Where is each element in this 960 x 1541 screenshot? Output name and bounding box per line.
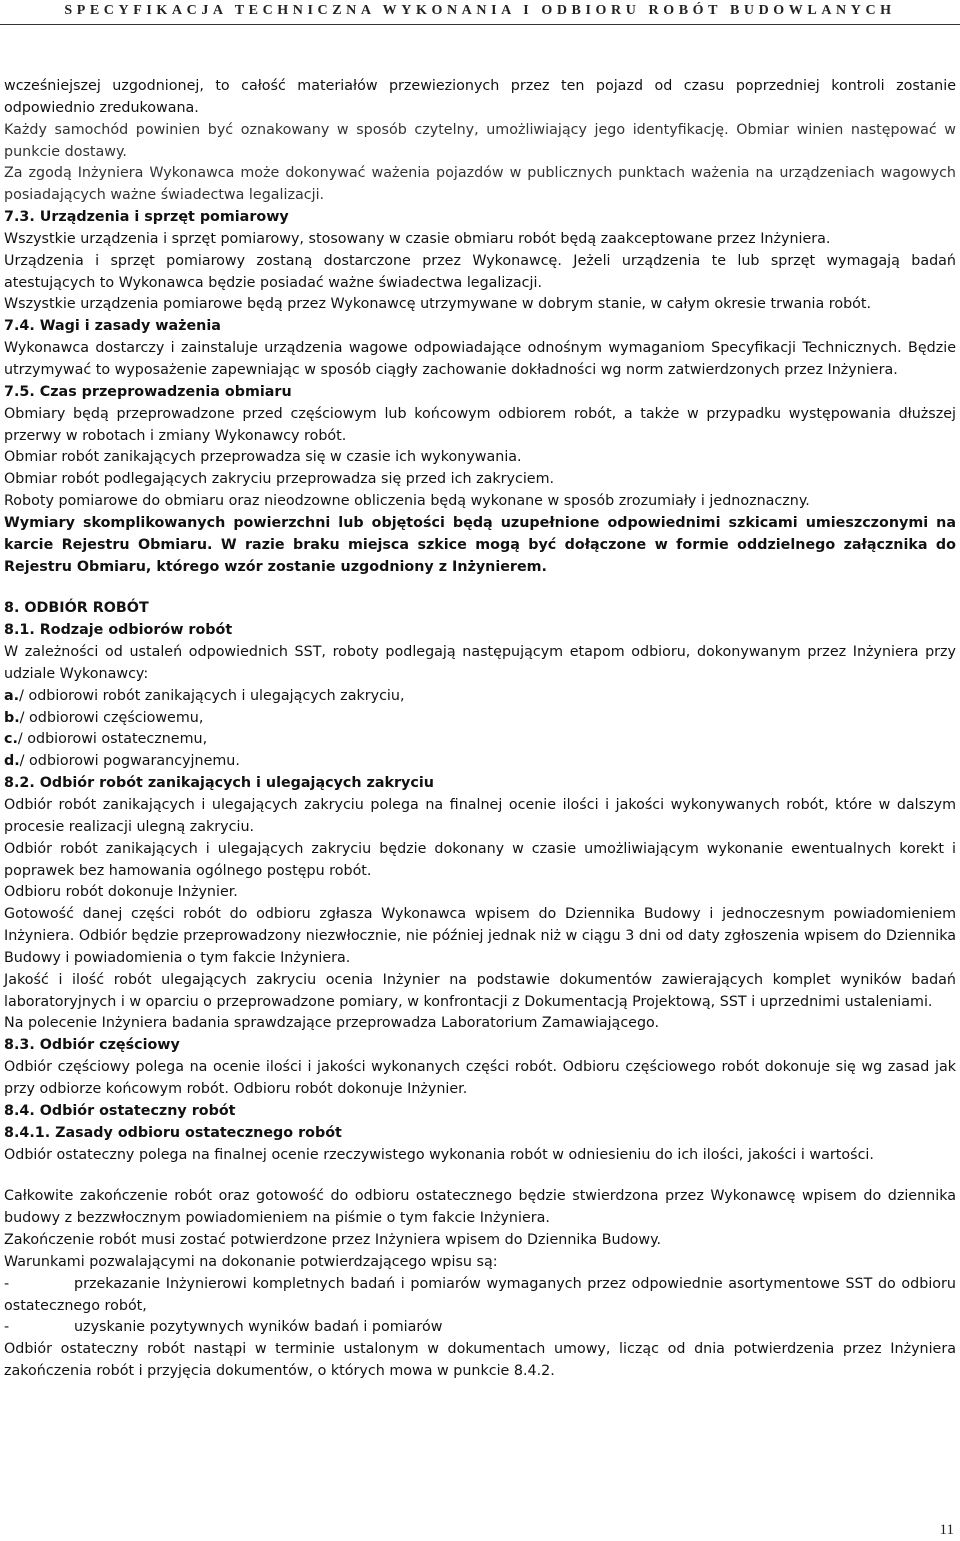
section-heading-7-3: 7.3. Urządzenia i sprzęt pomiarowy <box>4 209 289 226</box>
paragraph: Odbioru robót dokonuje Inżynier. <box>4 884 238 901</box>
paragraph: Każdy samochód powinien być oznakowany w sposób czytelny, umożliwiający jego identyfikację. Obmiar winien następować w punkcie dostawy. <box>4 121 956 160</box>
paragraph: Odbiór ostateczny robót nastąpi w terminie ustalonym w dokumentach umowy, licząc od dnia potwierdzenia przez Inżyniera zakończenia robót i przyjęcia dokumentów, o których mowa w punkcie 8.4.2. <box>4 1341 956 1380</box>
paragraph: Obmiary będą przeprowadzone przed częściowym lub końcowym odbiorem robót, a także w przypadku występowania dłuższej przerwy w robotach i zmiany Wykonawcy robót. <box>4 405 956 444</box>
list-item: b./ odbiorowi częściowemu, <box>4 709 204 726</box>
paragraph: Urządzenia i sprzęt pomiarowy zostaną dostarczone przez Wykonawcę. Jeżeli urządzenia te lub sprzęt wymagają badań atestujących to Wykonawca będzie posiadać ważne świadectwa legalizacji. <box>4 252 956 291</box>
document-body <box>4 76 956 1383</box>
section-heading-7-4: 7.4. Wagi i zasady ważenia <box>4 318 221 335</box>
paragraph: Gotowość danej części robót do odbioru zgłasza Wykonawca wpisem do Dziennika Budowy i jednoczesnym powiadomieniem Inżyniera. Odbiór będzie przeprowadzony niezwłocznie, nie później jednak niż w ciągu 3 dni od daty zgłoszenia wpisem do Dziennika Budowy i powiadomienia o tym fakcie Inżyniera. <box>4 906 956 966</box>
list-item: c./ odbiorowi ostatecznemu, <box>4 731 208 748</box>
page-number: 11 <box>939 1522 954 1538</box>
paragraph: Obmiar robót zanikających przeprowadza się w czasie ich wykonywania. <box>4 449 522 466</box>
paragraph: Na polecenie Inżyniera badania sprawdzające przeprowadza Laboratorium Zamawiającego. <box>4 1015 660 1032</box>
paragraph: Zakończenie robót musi zostać potwierdzone przez Inżyniera wpisem do Dziennika Budowy. <box>4 1232 662 1249</box>
paragraph: W zależności od ustaleń odpowiednich SST, roboty podlegają następującym etapom odbioru, dokonywanym przez Inżyniera przy udziale Wykonawcy: <box>4 644 956 682</box>
chapter-heading-8: 8. ODBIÓR ROBÓT <box>4 600 149 617</box>
section-heading-8-4: 8.4. Odbiór ostateczny robót <box>4 1102 236 1119</box>
spacer <box>4 578 956 598</box>
paragraph: Wykonawca dostarczy i zainstaluje urządzenia wagowe odpowiadające odnośnym wymaganiom Specyfikacji Technicznych. Będzie utrzymywać to wyposażenie zapewniając w sposób ciągły zachowanie dokładności wg norm zatwierdzonych przez Inżyniera. <box>4 340 956 378</box>
paragraph: Odbiór robót zanikających i ulegających zakryciu polega na finalnej ocenie ilości i jakości wykonywanych robót, które w dalszym procesie realizacji ulegną zakryciu. <box>4 797 956 835</box>
paragraph: Za zgodą Inżyniera Wykonawca może dokonywać ważenia pojazdów w publicznych punktach ważenia na urządzeniach wagowych posiadających ważne świadectwa legalizacji. <box>4 165 956 204</box>
subsection-heading-8-4-1: 8.4.1. Zasady odbioru ostatecznego robót <box>4 1124 342 1141</box>
paragraph: Jakość i ilość robót ulegających zakryciu ocenia Inżynier na podstawie dokumentów zawierających komplet wyników badań laboratoryjnych i w oparciu o przeprowadzone pomiary, w konfrontacji z Dokumentacją Projektową, SST i uprzednimi ustaleniami. <box>4 971 956 1010</box>
section-heading-8-3: 8.3. Odbiór częściowy <box>4 1037 180 1054</box>
dash-list-item: - przekazanie Inżynierowi kompletnych badań i pomiarów wymaganych przez odpowiednie asortymentowe SST do odbioru ostatecznego robót, <box>4 1275 956 1314</box>
header-divider <box>0 24 960 25</box>
spacer <box>4 1166 956 1186</box>
section-heading-7-5: 7.5. Czas przeprowadzenia obmiaru <box>4 383 292 400</box>
paragraph: wcześniejszej uzgodnionej, to całość materiałów przewiezionych przez ten pojazd od czasu poprzedniej kontroli zostanie odpowiednio zredukowana. <box>4 78 956 116</box>
paragraph: Odbiór częściowy polega na ocenie ilości i jakości wykonanych części robót. Odbioru częściowego robót dokonuje się wg zasad jak przy odbiorze końcowym robót. Odbioru robót dokonuje Inżynier. <box>4 1059 956 1097</box>
paragraph: Odbiór ostateczny polega na finalnej ocenie rzeczywistego wykonania robót w odniesieniu do ich ilości, jakości i wartości. <box>4 1146 874 1163</box>
paragraph: Wszystkie urządzenia pomiarowe będą przez Wykonawcę utrzymywane w dobrym stanie, w całym okresie trwania robót. <box>4 296 872 313</box>
paragraph: Obmiar robót podlegających zakryciu przeprowadza się przed ich zakryciem. <box>4 471 555 488</box>
paragraph: Całkowite zakończenie robót oraz gotowość do odbioru ostatecznego będzie stwierdzona przez Wykonawcę wpisem do dziennika budowy z bezzwłocznym powiadomieniem na piśmie o tym fakcie Inżyniera. <box>4 1188 956 1227</box>
dash-list-item: - uzyskanie pozytywnych wyników badań i pomiarów <box>4 1319 443 1336</box>
paragraph: Roboty pomiarowe do obmiaru oraz nieodzowne obliczenia będą wykonane w sposób zrozumiały i jednoznaczny. <box>4 493 810 510</box>
paragraph: Odbiór robót zanikających i ulegających zakryciu będzie dokonany w czasie umożliwiającym wykonanie ewentualnych korekt i poprawek bez hamowania ogólnego postępu robót. <box>4 840 956 879</box>
paragraph: Wszystkie urządzenia i sprzęt pomiarowy, stosowany w czasie obmiaru robót będą zaakceptowane przez Inżyniera. <box>4 230 831 247</box>
running-header: SPECYFIKACJA TECHNICZNA WYKONANIA I ODBIORU ROBÓT BUDOWLANYCH <box>64 3 896 18</box>
list-item: a./ odbiorowi robót zanikających i ulegających zakryciu, <box>4 687 405 704</box>
section-heading-8-2: 8.2. Odbiór robót zanikających i ulegających zakryciu <box>4 775 434 792</box>
bold-paragraph: Wymiary skomplikowanych powierzchni lub objętości będą uzupełnione odpowiednimi szkicami umieszczonymi na karcie Rejestru Obmiaru. W razie braku miejsca szkice mogą być dołączone w formie oddzielnego załącznika do Rejestru Obmiaru, którego wzór zostanie uzgodniony z Inżynierem. <box>4 514 956 575</box>
list-item: d./ odbiorowi pogwarancyjnemu. <box>4 753 240 770</box>
paragraph: Warunkami pozwalającymi na dokonanie potwierdzającego wpisu są: <box>4 1253 498 1270</box>
section-heading-8-1: 8.1. Rodzaje odbiorów robót <box>4 622 233 639</box>
